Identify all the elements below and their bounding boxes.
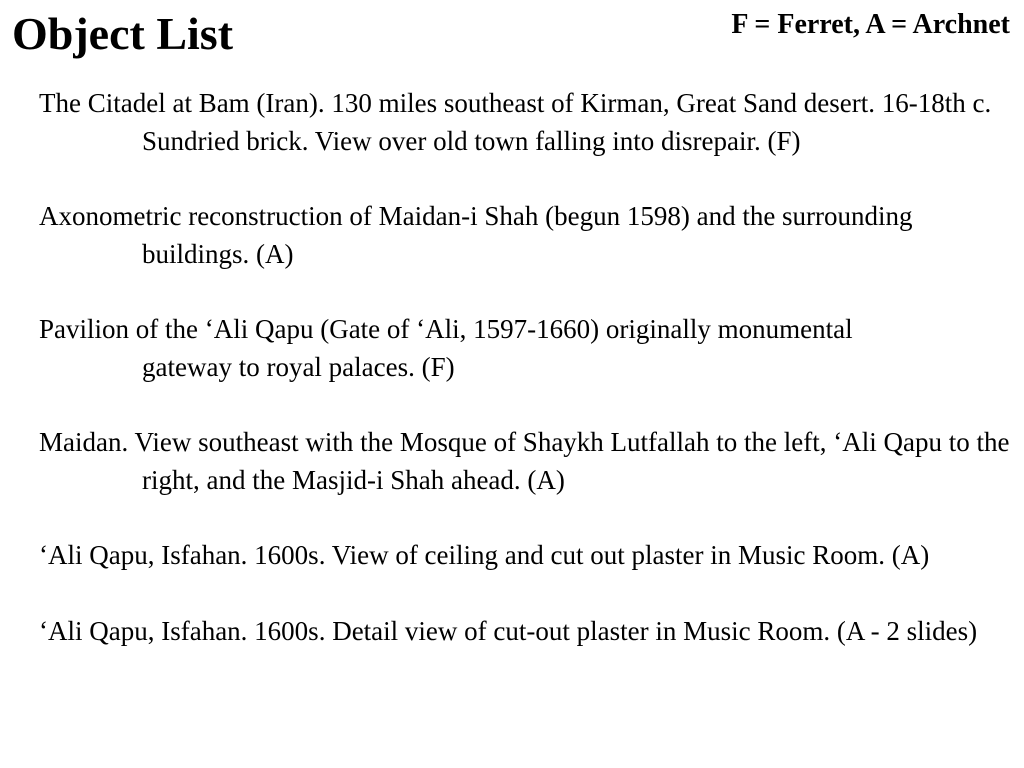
list-item: ‘Ali Qapu, Isfahan. 1600s. View of ceiling and cut out plaster in Music Room. (A) [39,540,930,570]
list-item: Maidan. View southeast with the Mosque of Shaykh Lutfallah to the left, ‘Ali Qapu to the right, and the Masjid-i Shah ahead. (A) [39,427,1010,495]
page-title: Object List [12,8,234,59]
list-item: ‘Ali Qapu, Isfahan. 1600s. Detail view of cut-out plaster in Music Room. (A - 2 slides) [39,615,978,646]
list-item: Pavilion of the ‘Ali Qapu (Gate of ‘Ali, 1597-1660) originally monumental gateway to royal palaces. (F) [39,314,853,382]
source-legend: F = Ferret, A = Archnet [731,9,1010,40]
object-list [39,85,1010,688]
list-item: Axonometric reconstruction of Maidan-i Shah (begun 1598) and the surrounding buildings. (A) [39,201,913,269]
list-item: The Citadel at Bam (Iran). 130 miles southeast of Kirman, Great Sand desert. 16-18th c. Sundried brick. View over old town falling into disrepair. (F) [39,88,992,156]
